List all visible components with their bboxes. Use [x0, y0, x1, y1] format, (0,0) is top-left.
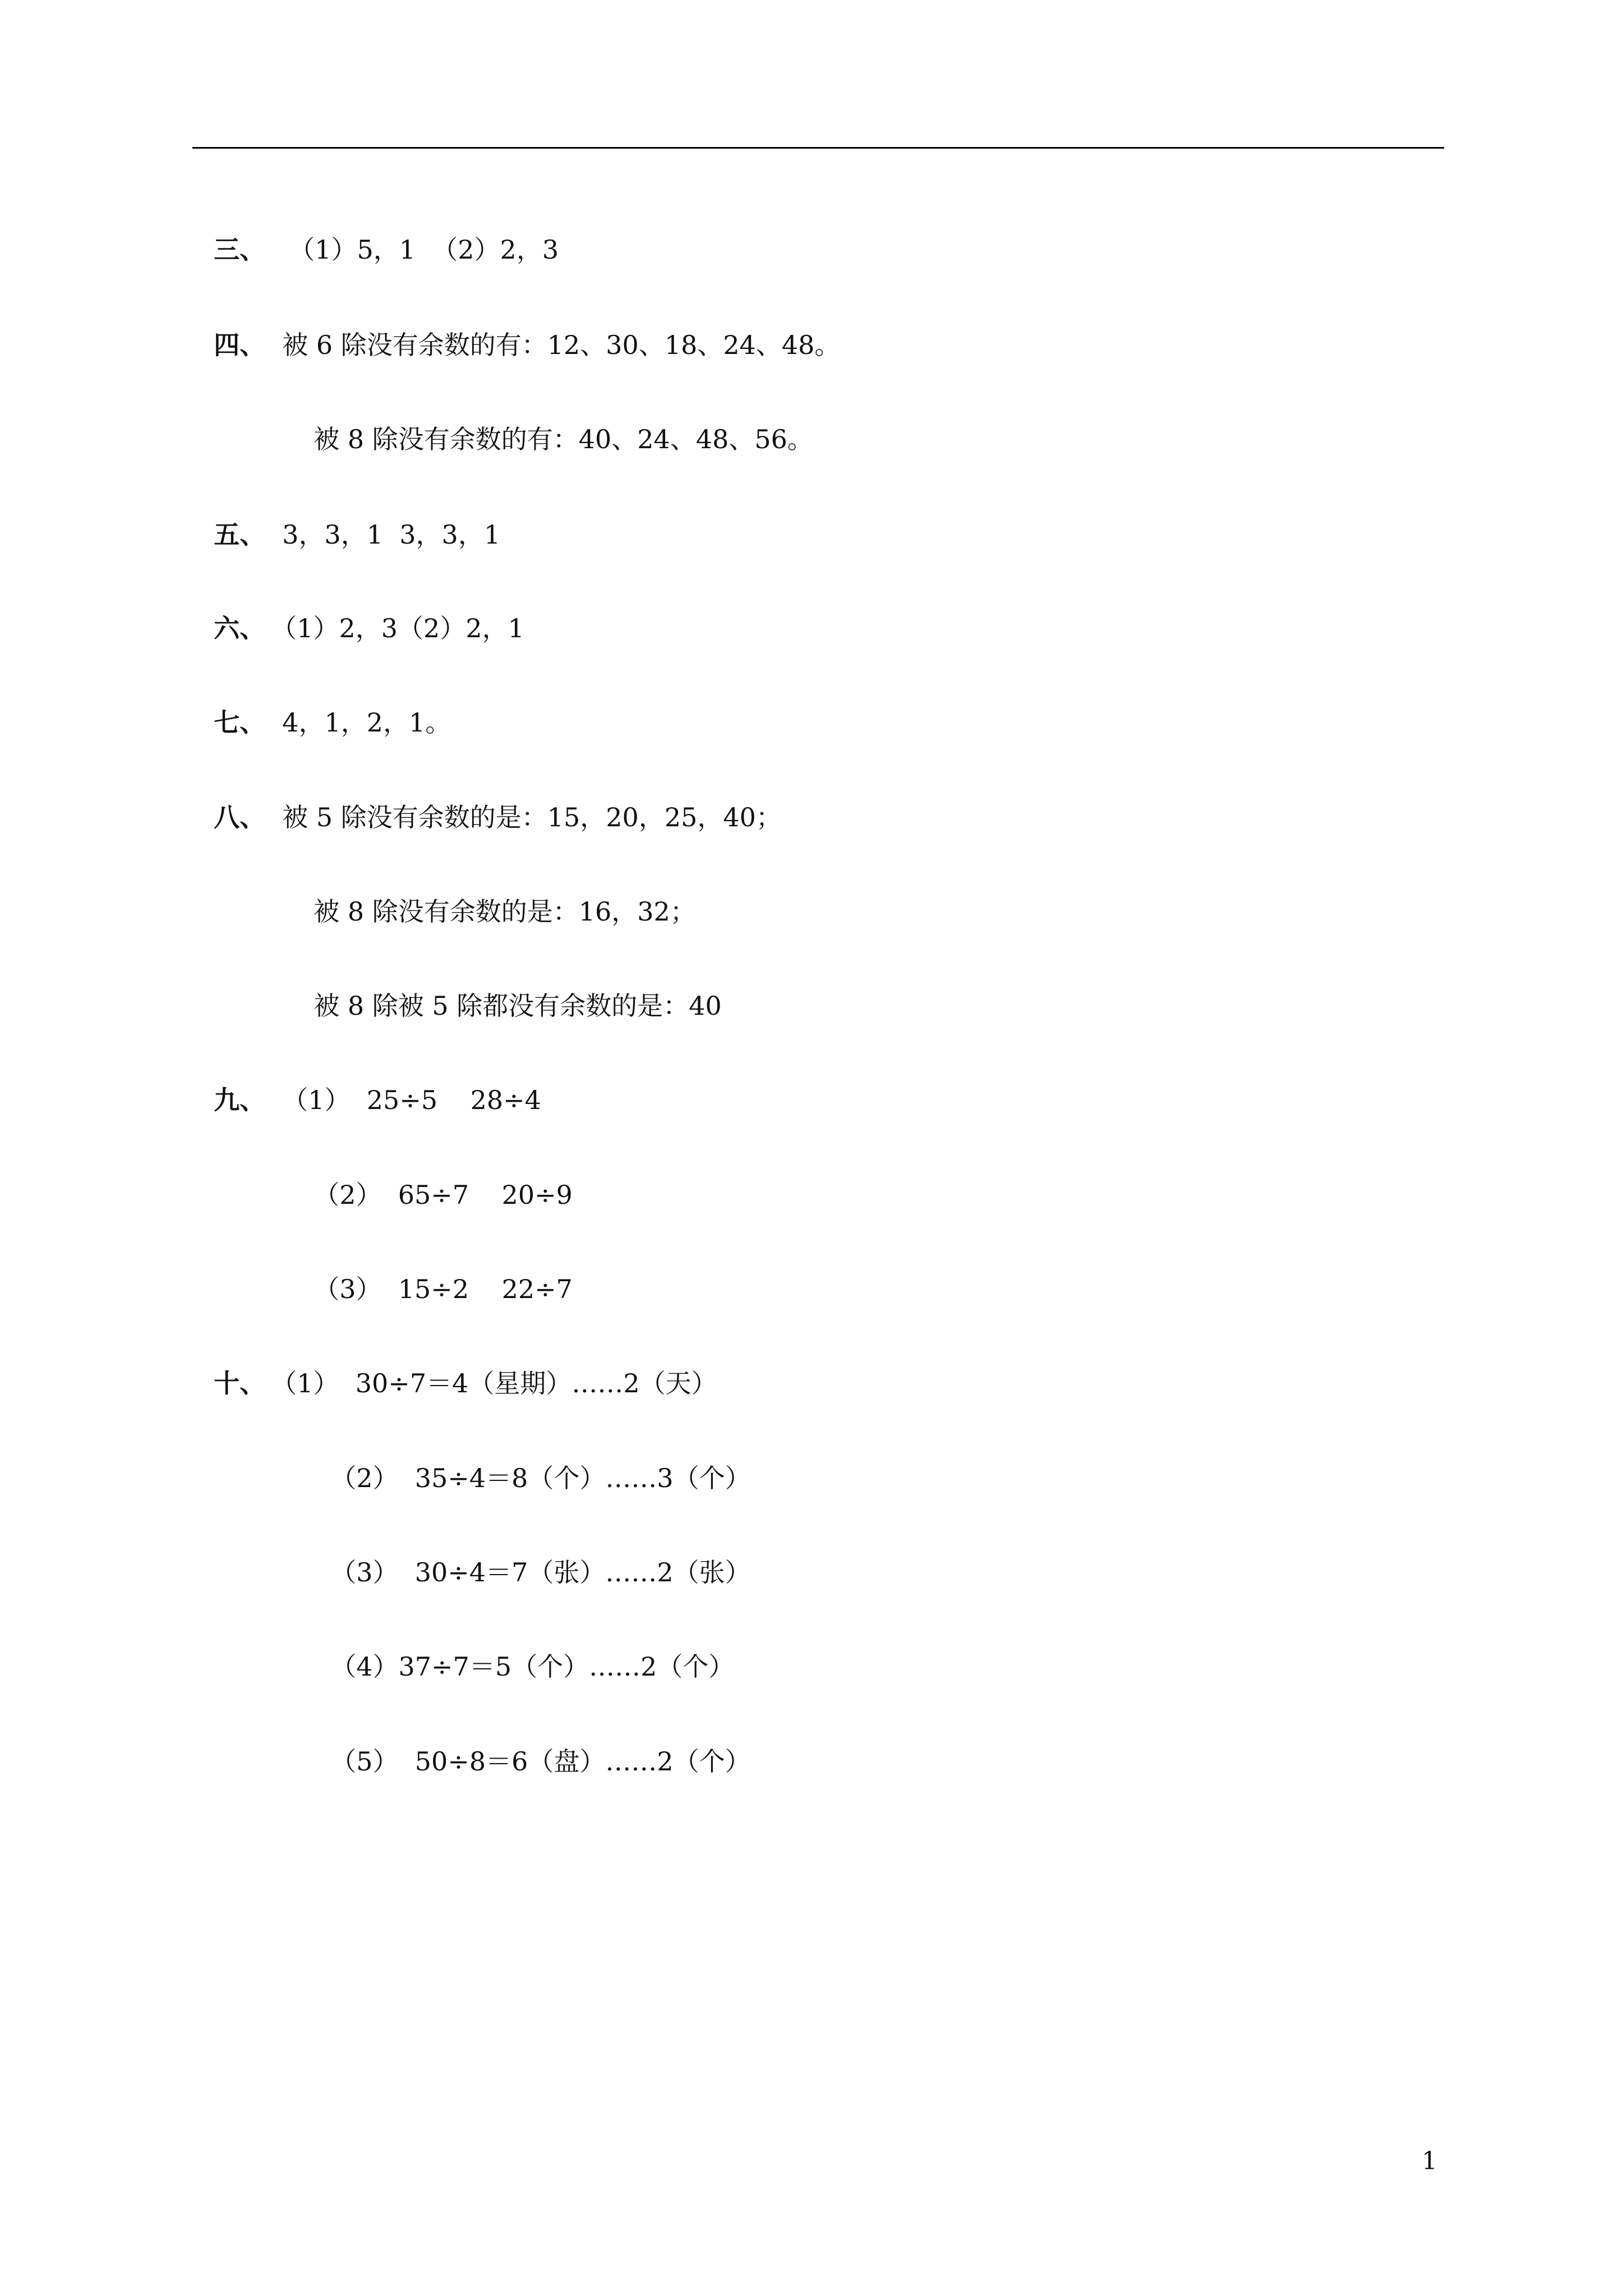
answer-line-8-cont-1: [297, 861, 696, 928]
answer-text: 3，3，1 3，3，1: [282, 519, 501, 550]
answer-text: 4，1，2，1。: [282, 707, 451, 738]
section-number: 十、: [214, 1368, 266, 1398]
answer-text: （5） 50÷8＝6（盘）……2（个）: [330, 1746, 751, 1777]
answer-line-10-cont-1: [314, 1428, 751, 1495]
answer-line-3: [197, 199, 559, 266]
answer-line-10-cont-2: [314, 1522, 751, 1589]
page-number: 1: [1422, 2147, 1437, 2175]
section-number: 九、: [214, 1085, 266, 1115]
answer-line-8-cont-2: [297, 955, 722, 1023]
header-rule: [192, 147, 1444, 149]
answer-text: （2） 65÷7 20÷9: [313, 1180, 573, 1210]
answer-line-10: [197, 1333, 717, 1400]
answer-text: （1） 25÷5 28÷4: [282, 1085, 541, 1115]
answer-text: （1）2，3（2）2，1: [271, 613, 524, 643]
section-number: 八、: [214, 802, 266, 832]
answer-text: （2） 35÷4＝8（个）……3（个）: [330, 1463, 751, 1493]
answer-line-9-cont-1: [297, 1144, 573, 1212]
section-number: 四、: [214, 330, 266, 360]
answer-line-4-cont: [297, 389, 813, 456]
answer-line-6: [197, 578, 524, 645]
section-number: 五、: [214, 519, 266, 550]
section-number: 六、: [214, 613, 266, 643]
answer-text: （4）37÷7＝5（个）……2（个）: [330, 1651, 735, 1682]
answer-line-10-cont-4: [314, 1711, 751, 1778]
answer-text: （3） 15÷2 22÷7: [313, 1274, 573, 1304]
answer-line-10-cont-3: [314, 1616, 734, 1683]
answer-text: 被 8 除没有余数的有：40、24、48、56。: [313, 424, 813, 454]
answer-line-9-cont-2: [297, 1239, 573, 1306]
answer-line-9: [197, 1050, 541, 1117]
answer-text: 被 8 除没有余数的是：16，32；: [313, 896, 696, 927]
answer-text: 被 8 除被 5 除都没有余数的是：40: [313, 991, 722, 1021]
answer-text: （3） 30÷4＝7（张）……2（张）: [330, 1557, 751, 1588]
answer-line-7: [197, 672, 451, 739]
answer-text: （1）5，1 （2）2，3: [289, 234, 559, 265]
answer-text: 被 5 除没有余数的是：15，20，25，40；: [282, 802, 782, 832]
answer-line-8: [197, 767, 782, 834]
section-number: 七、: [214, 707, 266, 738]
section-number: 三、: [214, 234, 266, 265]
answer-line-4: [197, 295, 840, 362]
answer-line-5: [197, 484, 500, 551]
answer-text: 被 6 除没有余数的有：12、30、18、24、48。: [282, 330, 841, 360]
answer-text: （1） 30÷7＝4（星期）……2（天）: [271, 1368, 717, 1398]
